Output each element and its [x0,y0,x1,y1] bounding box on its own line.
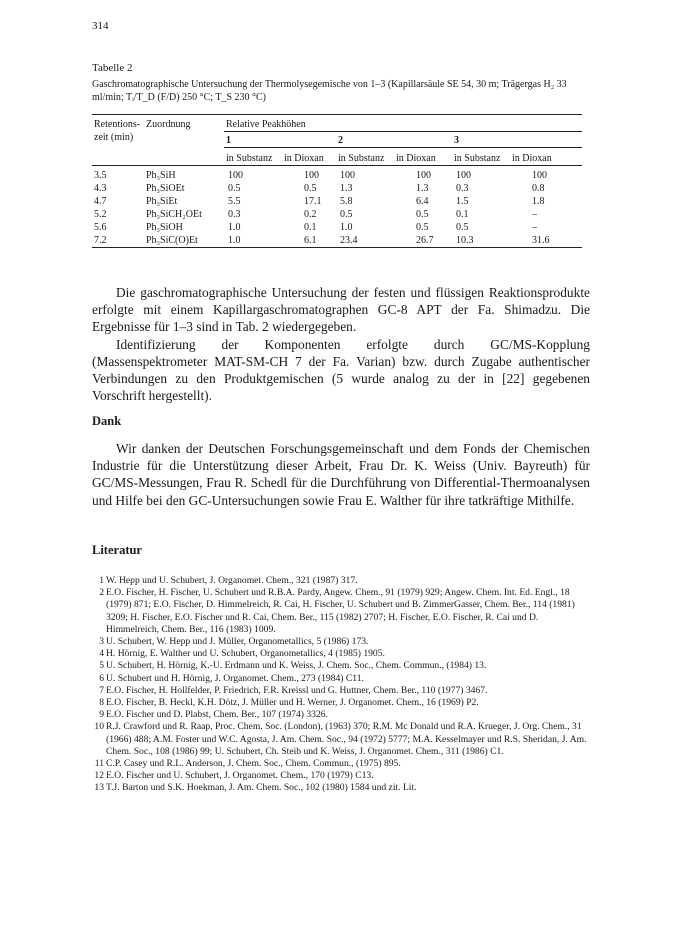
data-table-container [92,114,582,248]
peak-value-cell: 100 [340,170,355,181]
peak-value-cell: 0.2 [304,209,317,220]
reference-item [92,782,592,794]
retention-time-cell: 4.3 [94,183,107,194]
reference-number: 10 [94,721,104,733]
reference-number: 4 [99,648,104,660]
header-assignment: Zuordnung [146,119,191,130]
reference-text: H. Hörnig, E. Walther und U. Schubert, Organometallics, 4 (1985) 1905. [106,648,385,660]
assignment-cell: Ph₃SiC(O)Et [146,235,198,246]
peak-value-cell: 23.4 [340,235,358,246]
reference-item [92,587,592,636]
peak-value-cell: 1.3 [340,183,353,194]
peak-value-cell: – [532,209,537,220]
peak-value-cell: 0.3 [456,183,469,194]
reference-item [92,636,592,648]
reference-text: E.O. Fischer und U. Schubert, J. Organomet. Chem., 170 (1979) C13. [106,770,374,782]
retention-time-cell: 3.5 [94,170,107,181]
assignment-cell: Ph₃SiCH₂OEt [146,209,202,220]
peak-value-cell: 0.5 [416,222,429,233]
sub-header: in Substanz [454,153,501,164]
peak-value-cell: 0.1 [456,209,469,220]
reference-number: 5 [99,660,104,672]
peak-value-cell: 100 [416,170,431,181]
assignment-cell: Ph₃SiEt [146,196,178,207]
reference-item [92,660,592,672]
peak-value-cell: 1.5 [456,196,469,207]
peak-value-cell: 1.8 [532,196,545,207]
paragraph: Die gaschromatographische Untersuchung der festen und flüssigen Reaktionsprodukte erfolgte mit einem Kapillargaschromatographen GC-8 APT der Fa. Shimadzu. Die Ergebnisse für 1–3 sind in Tab. 2 wiedergegeben. [92,285,590,335]
dank-text-block [92,440,590,509]
reference-item [92,770,592,782]
reference-text: E.O. Fischer, B. Heckl, K.H. Dötz, J. Müller und H. Werner, J. Organomet. Chem., 16 (1969) P2. [106,697,479,709]
reference-text: E.O. Fischer, H. Fischer, U. Schubert und R.B.A. Pardy, Angew. Chem., 91 (1979) 929; Angew. Chem. Int. Ed. Engl., 18 (1979) 871; E.O. Fischer, D. Himmelreich, R. Cai, H. Fischer, U. Schubert und B. ZimmerGasser, Chem. Ber., 114 (1981) 3209; H. Fischer, E.O. Fischer und R. Cai, Chem. Ber., 115 (1982) 2707; H. Fischer, E.O. Fischer, R. Cai und D. Himmelreich, Chem. Ber., 116 (1983) 1009. [106,587,575,635]
peak-value-cell: 1.0 [228,235,241,246]
peak-value-cell: 0.8 [532,183,545,194]
peak-value-cell: 100 [304,170,319,181]
reference-number: 3 [99,636,104,648]
peak-value-cell: 6.4 [416,196,429,207]
table-row [92,221,582,234]
reference-list [92,575,592,795]
table-row [92,234,582,248]
peak-value-cell: 0.5 [456,222,469,233]
reference-text: R.J. Crawford und R. Raap, Proc. Chem. Soc. (London), (1963) 370; R.M. Mc Donald und R.A. Krueger, J. Org. Chem., 31 (1966) 488; A.M. Foster und W.C. Agosta, J. Am. Chem. Soc., 94 (1972) 5777; M.A. Kesselmayer und R.S. Sheridan, J. Am. Chem. Soc., 108 (1986) 99; U. Schubert, Ch. Steib und K. Weiss, J. Organomet. Chem., 311 (1986) C1. [106,721,587,757]
dank-heading: Dank [92,414,122,428]
sub-header: in Dioxan [512,153,552,164]
table-row [92,166,582,183]
peak-value-cell: 1.0 [228,222,241,233]
table-row [92,208,582,221]
reference-number: 11 [94,758,104,770]
sub-header: in Substanz [338,153,385,164]
peak-value-cell: 0.1 [304,222,317,233]
table-row [92,182,582,195]
reference-text: U. Schubert und H. Hörnig, J. Organomet. Chem., 273 (1984) C11. [106,672,364,684]
header-relative: Relative Peakhöhen [224,115,582,132]
reference-number: 2 [99,587,104,599]
peak-value-cell: 1.0 [340,222,353,233]
reference-number: 6 [99,672,104,684]
reference-number: 12 [94,770,104,782]
reference-text: T.J. Barton und S.K. Hoekman, J. Am. Chem. Soc., 102 (1980) 1584 und zit. Lit. [106,782,417,794]
table-title: Tabelle 2 [92,62,133,74]
assignment-cell: Ph₃SiOEt [146,183,185,194]
paragraph: Identifizierung der Komponenten erfolgte durch GC/MS-Kopplung (Massenspektrometer MAT-SM-CH 7 der Fa. Varian) bzw. durch Zugabe authentischer Verbindungen zu den Produktgemischen (5 wurde analog zu der in [22] gegebenen Vorschrift hergestellt). [92,336,590,404]
peak-value-cell: 26.7 [416,235,434,246]
table-row [92,195,582,208]
peak-value-cell: 5.8 [340,196,353,207]
reference-number: 9 [99,709,104,721]
peak-value-cell: 1.3 [416,183,429,194]
peak-value-cell: 10.3 [456,235,474,246]
reference-item [92,697,592,709]
peak-value-cell: 5.5 [228,196,241,207]
reference-item [92,758,592,770]
header-compound-2: 2 [336,132,452,148]
sub-header: in Dioxan [396,153,436,164]
peak-value-cell: 0.5 [340,209,353,220]
reference-number: 1 [99,575,104,586]
page-number: 314 [92,20,109,32]
retention-time-cell: 5.6 [94,222,107,233]
literatur-heading: Literatur [92,543,142,557]
header-compound-1: 1 [224,132,336,148]
table-caption: Gaschromatographische Untersuchung der Thermolysegemische von 1–3 (Kapillarsäule SE 54, 30 m; Trägergas H₂ 33 ml/min; Tᵢ/T_D (F/D) 250 °C; T_S 230 °C) [92,79,567,103]
sub-header: in Dioxan [284,153,324,164]
peak-value-cell: 100 [228,170,243,181]
reference-text: C.P. Casey und R.L. Anderson, J. Chem. Soc., Chem. Commun., (1975) 895. [106,758,401,770]
reference-text: W. Hepp und U. Schubert, J. Organomet. Chem., 321 (1987) 317. [106,575,358,586]
methods-text [92,284,590,404]
assignment-cell: Ph₃SiH [146,170,176,181]
reference-item [92,648,592,660]
peak-value-cell: 0.5 [304,183,317,194]
peak-value-cell: 0.5 [228,183,241,194]
reference-number: 7 [99,684,104,696]
assignment-cell: Ph₃SiOH [146,222,183,233]
peak-value-cell: 100 [532,170,547,181]
retention-time-cell: 4.7 [94,196,107,207]
reference-item [92,685,592,697]
reference-number: 13 [94,782,104,794]
reference-number: 8 [99,697,104,709]
reference-item [92,673,592,685]
sub-header: in Substanz [226,153,273,164]
dank-paragraph: Wir danken der Deutschen Forschungsgemeinschaft und dem Fonds der Chemischen Industrie für die Unterstützung dieser Arbeit, Frau Dr. K. Weiss (Univ. Bayreuth) für GC/MS-Messungen, Frau R. Schedl für die Durchführung von Differential-Thermoanalysen und Hilfe bei den GC-Untersuchungen sowie Frau E. Walther für ihre tatkräftige Mithilfe. [92,441,590,508]
reference-item [92,721,592,758]
reference-item [92,575,592,587]
peak-value-cell: – [532,222,537,233]
peak-value-cell: 31.6 [532,235,550,246]
retention-time-cell: 5.2 [94,209,107,220]
peak-value-cell: 0.5 [416,209,429,220]
retention-time-cell: 7.2 [94,235,107,246]
peak-value-cell: 100 [456,170,471,181]
header-compound-3: 3 [452,132,582,148]
reference-text: E.O. Fischer, H. Hollfelder, P. Friedrich, F.R. Kreissl und G. Huttner, Chem. Ber., 110 (1977) 3467. [106,684,488,696]
reference-item [92,709,592,721]
reference-text: E.O. Fischer und D. Plabst, Chem. Ber., 107 (1974) 3326. [106,709,328,721]
reference-text: U. Schubert, W. Hepp und J. Müller, Organometallics, 5 (1986) 173. [106,636,369,648]
data-table [92,114,582,248]
peak-value-cell: 6.1 [304,235,317,246]
reference-text: U. Schubert, H. Hörnig, K.-U. Erdmann und K. Weiss, J. Chem. Soc., Chem. Commun., (1984) 13. [106,660,487,672]
peak-value-cell: 17.1 [304,196,322,207]
table-body [92,166,582,248]
header-retention: Retentions- zeit (min) [94,119,141,143]
peak-value-cell: 0.3 [228,209,241,220]
